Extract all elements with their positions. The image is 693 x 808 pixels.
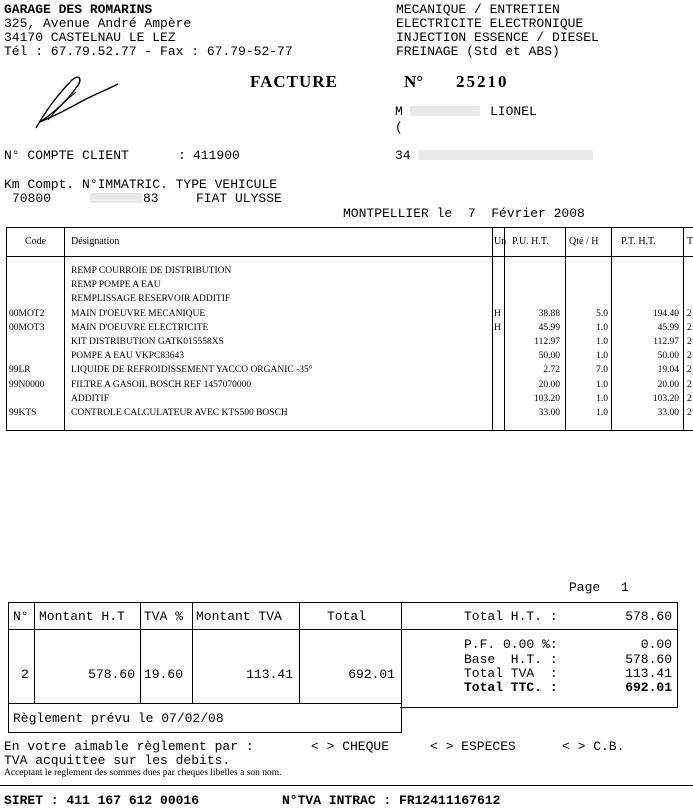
garage-address-line2: 34170 CASTELNAU LE LEZ xyxy=(4,30,176,45)
item-unit-price: 103.20 xyxy=(533,393,560,404)
pf-value: 0.00 xyxy=(640,637,672,652)
item-unit: H xyxy=(494,308,501,319)
items-table xyxy=(6,227,693,431)
base-ht-label: Base H.T. : xyxy=(464,652,558,667)
cheque-note: Acceptant le reglement des sommes dues par cheques libelles a son nom. xyxy=(4,768,282,778)
total-ttc-label: Total TTC. : xyxy=(464,680,558,695)
service-line-1: MECANIQUE / ENTRETIEN xyxy=(396,2,560,17)
item-qty: 1.0 xyxy=(596,322,608,333)
item-unit-price: 38.88 xyxy=(538,308,560,319)
item-total: 45.99 xyxy=(657,322,679,333)
totals-box xyxy=(400,602,678,708)
client-name-initial: M xyxy=(395,104,403,119)
tva-row-rate: 19.60 xyxy=(144,667,184,682)
header-designation: Désignation xyxy=(71,236,120,247)
client-first-name: LIONEL xyxy=(490,104,537,119)
item-total: 20.00 xyxy=(657,379,679,390)
payment-due-date: Règlement prévu le 07/02/08 xyxy=(13,711,224,726)
item-qty: 5.0 xyxy=(596,308,608,319)
item-total: 194.40 xyxy=(652,308,679,319)
intracom-partial: N°TVA INTRAC : FR12411167612 xyxy=(282,793,501,808)
vehicle-km: 70800 xyxy=(12,191,52,206)
item-total: 33.00 xyxy=(657,408,679,418)
page-number: 1 xyxy=(621,580,629,595)
item-total: 112.97 xyxy=(653,337,679,347)
account-label: N° COMPTE CLIENT xyxy=(4,148,129,163)
item-designation: ADDITIF xyxy=(71,393,109,404)
item-qty: 1.0 xyxy=(596,393,608,404)
item-qty: 1.0 xyxy=(596,379,608,390)
page-label: Page xyxy=(569,580,601,595)
client-postcode-partial: 34 xyxy=(395,148,411,163)
footer-rule xyxy=(0,785,693,786)
item-code: 99N0000 xyxy=(9,379,45,390)
item-tva: 2 xyxy=(687,322,692,333)
item-tva: 2 xyxy=(687,365,692,376)
invoice-title: FACTURE xyxy=(250,72,338,91)
total-ttc-value: 692.01 xyxy=(625,680,672,695)
item-qty: 7.0 xyxy=(596,365,608,376)
item-qty: 1.0 xyxy=(596,351,608,362)
item-designation: KIT DISTRIBUTION GATK015558XS xyxy=(71,337,224,347)
header-total: P.T. H.T. xyxy=(621,236,656,247)
item-designation: REMP COURROIE DE DISTRIBUTION xyxy=(71,266,232,276)
pf-label: P.F. 0.00 %: xyxy=(464,637,558,652)
vehicle-type: FIAT ULYSSE xyxy=(196,191,282,206)
item-tva: 2 xyxy=(687,408,692,418)
header-qty: Qté / H xyxy=(569,236,599,247)
item-total: 103.20 xyxy=(652,393,679,404)
invoice-number-label: N° xyxy=(404,72,424,91)
place-and-date: MONTPELLIER le 7 Février 2008 xyxy=(343,206,585,221)
header-unit: Un xyxy=(494,236,507,247)
siret-partial: SIRET : 411 167 612 00016 xyxy=(4,793,200,808)
redacted-surname xyxy=(410,106,480,116)
payment-option-especes[interactable]: < > ESPECES xyxy=(430,739,516,754)
garage-name: GARAGE DES ROMARINS xyxy=(4,2,153,17)
item-tva: 2 xyxy=(687,337,692,347)
item-unit-price: 20.00 xyxy=(538,379,560,390)
redacted-plate xyxy=(90,193,142,203)
account-separator: : xyxy=(178,148,186,163)
item-qty: 1.0 xyxy=(596,408,608,418)
tva-header-amount: Montant TVA xyxy=(196,609,282,624)
item-unit-price: 45.99 xyxy=(538,322,560,333)
item-unit-price: 112.97 xyxy=(534,337,560,347)
item-code: 99KTS xyxy=(9,408,37,418)
tva-table xyxy=(8,602,402,733)
item-total: 50.00 xyxy=(657,351,679,362)
base-ht-value: 578.60 xyxy=(625,652,672,667)
tva-row-total: 692.01 xyxy=(348,667,395,682)
item-tva: 2 xyxy=(687,308,692,319)
item-designation: REMPLISSAGE RESERVOIR ADDITIF xyxy=(71,294,231,305)
item-designation: MAIN D'OEUVRE MECANIQUE xyxy=(71,308,206,319)
vehicle-plate-partial: 83 xyxy=(143,191,159,206)
tva-header-rate: TVA % xyxy=(144,609,184,624)
service-line-4: FREINAGE (Std et ABS) xyxy=(396,44,560,59)
header-code: Code xyxy=(25,236,47,247)
account-number: 411900 xyxy=(193,148,240,163)
service-line-2: ELECTRICITE ELECTRONIQUE xyxy=(396,16,584,31)
item-designation: FILTRE A GASOIL BOSCH REF 1457070000 xyxy=(71,379,252,390)
garage-address-line1: 325, Avenue André Ampère xyxy=(4,16,192,31)
tva-row-ht: 578.60 xyxy=(88,667,135,682)
item-designation: MAIN D'OEUVRE ELECTRICITE xyxy=(71,322,209,333)
item-code: 99LR xyxy=(9,365,31,376)
header-tva: T xyxy=(687,236,693,247)
total-ht-value: 578.60 xyxy=(625,609,672,624)
item-designation: REMP POMPE A EAU xyxy=(71,280,161,291)
item-unit-price: 33.00 xyxy=(538,408,560,418)
item-unit-price: 50.00 xyxy=(538,351,560,362)
tva-debit-note: TVA acquittee sur les debits. xyxy=(4,753,231,768)
tva-row-amount: 113.41 xyxy=(246,667,293,682)
item-designation: CONTROLE CALCULATEUR AVEC KTS500 BOSCH xyxy=(71,408,288,418)
item-designation: LIQUIDE DE REFROIDISSEMENT YACCO ORGANIC -35° xyxy=(71,365,313,376)
client-address-partial: ( xyxy=(395,120,403,135)
total-tva-label: Total TVA : xyxy=(464,666,558,681)
vehicle-header: Km Compt. N°IMMATRIC. TYPE VEHICULE xyxy=(4,177,278,192)
payment-option-cheque[interactable]: < > CHEQUE xyxy=(311,739,390,754)
item-designation: POMPE A EAU VKPC83643 xyxy=(71,351,185,362)
tva-row-no: 2 xyxy=(21,667,29,682)
item-code: 00MOT3 xyxy=(9,322,45,333)
item-qty: 1.0 xyxy=(596,337,608,347)
signature-mark xyxy=(26,70,126,140)
item-tva: 2 xyxy=(687,393,692,404)
service-line-3: INJECTION ESSENCE / DIESEL xyxy=(396,30,599,45)
payment-option-cb[interactable]: < > C.B. xyxy=(562,739,625,754)
total-tva-value: 113.41 xyxy=(625,666,672,681)
item-total: 19.04 xyxy=(657,365,679,376)
tva-header-no: N° xyxy=(13,609,29,624)
invoice-number: 25210 xyxy=(456,72,509,91)
total-ht-label: Total H.T. : xyxy=(464,609,558,624)
redacted-client-city xyxy=(418,150,593,160)
item-tva: 2 xyxy=(687,351,692,362)
item-unit: H xyxy=(494,322,501,333)
tva-header-ht: Montant H.T xyxy=(39,609,125,624)
tva-header-total: Total xyxy=(327,609,367,624)
item-unit-price: 2.72 xyxy=(543,365,560,376)
item-code: 00MOT2 xyxy=(9,308,45,319)
item-tva: 2 xyxy=(687,379,692,390)
header-unit-price: P.U. H.T. xyxy=(512,236,549,247)
garage-phone-fax: Tél : 67.79.52.77 - Fax : 67.79-52-77 xyxy=(4,44,293,59)
payment-method-label: En votre aimable règlement par : xyxy=(4,739,254,754)
